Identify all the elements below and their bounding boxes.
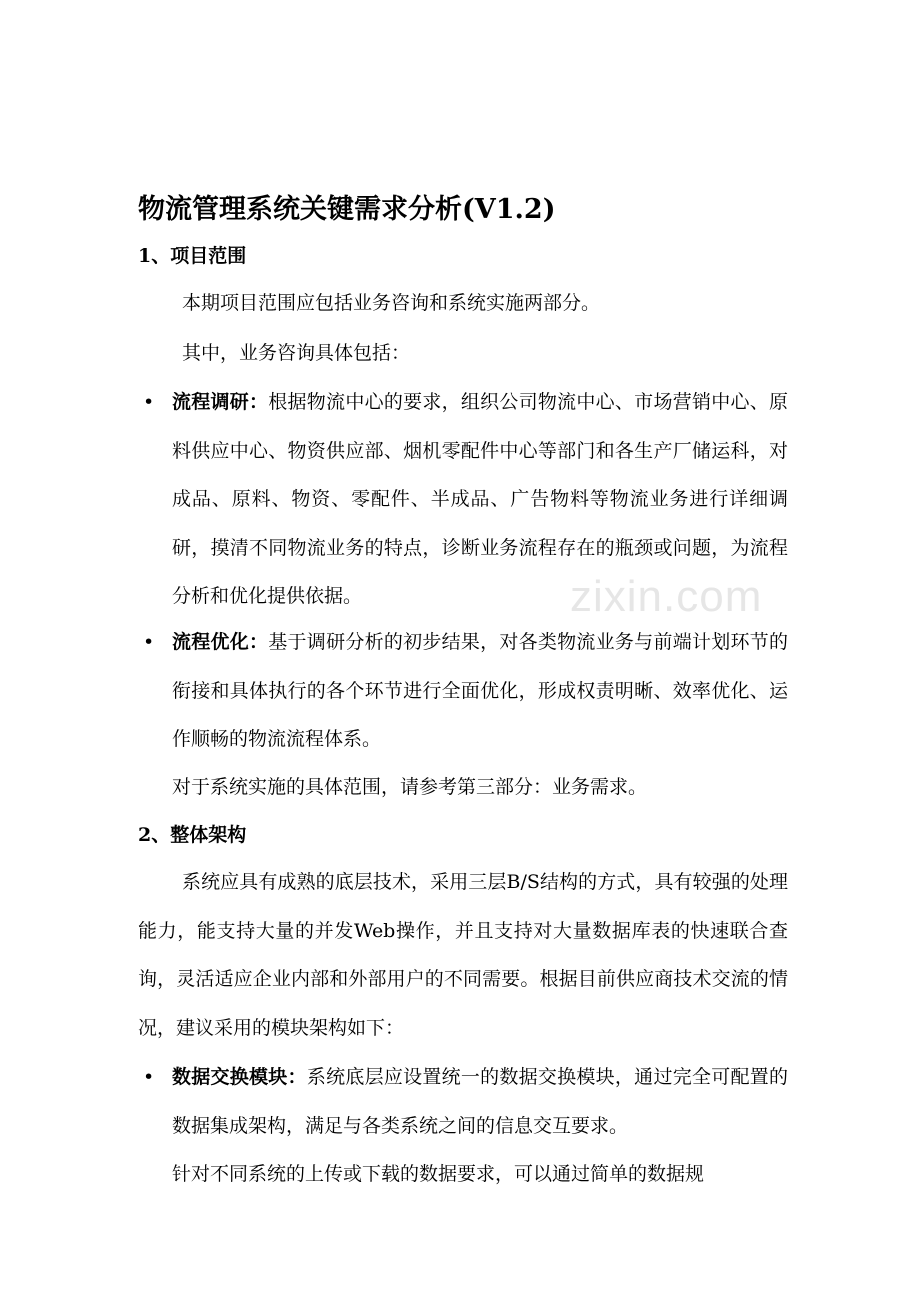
bullet-item-process-research: [138, 378, 788, 621]
bullet-label: 流程优化：: [172, 631, 269, 653]
section-2-body: 系统应具有成熟的底层技术，采用三层B/S结构的方式，具有较强的处理能力，能支持大量的并发Web操作，并且支持对大量数据库表的快速联合查询，灵活适应企业内部和外部用户的不同需要。根据目前供应商技术交流的情况，建议采用的模块架构如下：: [138, 871, 788, 1039]
bullet-icon: •: [143, 1066, 155, 1088]
bullet-item-process-optimization: [138, 618, 788, 764]
bullet-text: 系统底层应设置统一的数据交换模块，通过完全可配置的数据集成架构，满足与各类系统之间的信息交互要求。: [172, 1066, 788, 1137]
section-1-note: 对于系统实施的具体范围，请参考第三部分：业务需求。: [172, 776, 648, 798]
bullet-text: 基于调研分析的初步结果，对各类物流业务与前端计划环节的衔接和具体执行的各个环节进行全面优化，形成权责明晰、效率优化、运作顺畅的物流流程体系。: [172, 631, 788, 750]
section-2-heading: 2、整体架构: [138, 824, 247, 846]
bullet-label: 流程调研：: [172, 391, 269, 413]
bullet-icon: •: [143, 631, 155, 653]
section-1-intro: 本期项目范围应包括业务咨询和系统实施两部分。: [182, 292, 601, 314]
section-1-intro-2: 其中，业务咨询具体包括：: [182, 342, 411, 364]
bullet-item-data-exchange: [138, 1053, 788, 1150]
bullet-icon: •: [143, 391, 155, 413]
watermark: zixin.com: [570, 572, 763, 621]
bullet-label: 数据交换模块：: [172, 1066, 307, 1088]
bullet-text: 根据物流中心的要求，组织公司物流中心、市场营销中心、原料供应中心、物资供应部、烟机零配件中心等部门和各生产厂储运科，对成品、原料、物资、零配件、半成品、广告物料等物流业务进行详细调研，摸清不同物流业务的特点，诊断业务流程存在的瓶颈或问题，为流程分析和优化提供依据。: [172, 391, 788, 607]
document-title: 物流管理系统关键需求分析(V1.2): [138, 194, 556, 225]
section-1-heading: 1、项目范围: [138, 245, 247, 267]
section-2-continuation: 针对不同系统的上传或下载的数据要求，可以通过简单的数据规: [172, 1163, 705, 1185]
